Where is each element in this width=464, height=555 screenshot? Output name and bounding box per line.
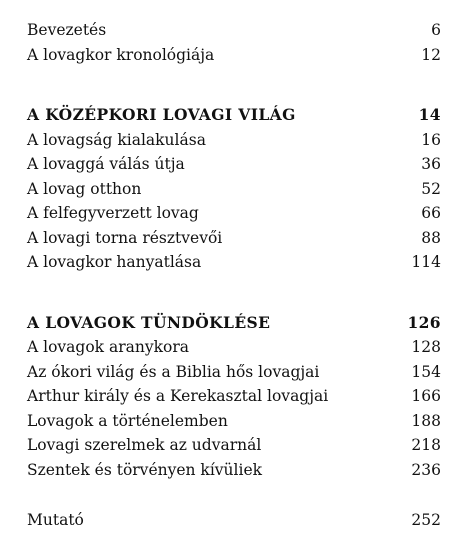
toc-entry xyxy=(27,152,441,177)
toc-entry-title: A lovag otthon xyxy=(27,179,142,198)
toc-entry-title: Szentek és törvényen kívüliek xyxy=(27,460,263,479)
section-heading-page: 14 xyxy=(418,105,441,124)
toc-entry-title: A lovagkor kronológiája xyxy=(27,45,215,64)
toc-entry-kronologia xyxy=(27,43,441,68)
toc-entry-page: 252 xyxy=(411,511,441,529)
section-heading-title: A KÖZÉPKORI LOVAGI VILÁG xyxy=(27,105,296,124)
spacer xyxy=(27,482,441,508)
toc-entry xyxy=(27,433,441,458)
toc-entry xyxy=(27,128,441,153)
toc-entry-page: 128 xyxy=(411,338,441,356)
toc-entry-page: 114 xyxy=(411,253,441,271)
toc-entry xyxy=(27,458,441,483)
table-of-contents xyxy=(27,18,441,533)
toc-entry xyxy=(27,177,441,202)
toc-entry xyxy=(27,201,441,226)
toc-entry-page: 66 xyxy=(421,204,441,222)
toc-entry-page: 12 xyxy=(421,45,441,64)
toc-entry-title: Az ókori világ és a Biblia hős lovagjai xyxy=(27,362,320,381)
toc-entry xyxy=(27,409,441,434)
toc-entry-title: Bevezetés xyxy=(27,21,107,39)
toc-entry-page: 6 xyxy=(431,21,441,39)
toc-entry-page: 52 xyxy=(421,179,441,198)
toc-entry xyxy=(27,250,441,275)
toc-entry xyxy=(27,335,441,360)
toc-entry-title: A lovagkor hanyatlása xyxy=(27,253,202,271)
toc-entry-page: 236 xyxy=(411,460,441,479)
toc-entry-title: Mutató xyxy=(27,511,84,529)
toc-entry-page: 88 xyxy=(421,228,441,247)
toc-entry-page: 218 xyxy=(411,436,441,454)
toc-entry-bevezetes xyxy=(27,18,441,43)
toc-entry-page: 16 xyxy=(421,130,441,149)
toc-entry xyxy=(27,226,441,251)
toc-entry-title: A felfegyverzett lovag xyxy=(27,204,199,222)
section-heading-kozepkori xyxy=(27,103,441,128)
spacer xyxy=(27,275,441,311)
toc-entry-title: Arthur király és a Kerekasztal lovagjai xyxy=(27,387,329,405)
toc-entry-mutato xyxy=(27,508,441,533)
toc-entry-page: 36 xyxy=(421,155,441,173)
spacer xyxy=(27,67,441,103)
section-heading-title: A LOVAGOK TÜNDÖKLÉSE xyxy=(27,312,271,332)
toc-entry-title: Lovagi szerelmek az udvarnál xyxy=(27,436,262,454)
section-heading-page: 126 xyxy=(407,312,441,332)
toc-entry-title: A lovagság kialakulása xyxy=(27,130,206,149)
toc-entry-title: A lovaggá válás útja xyxy=(27,155,185,173)
toc-entry-title: A lovagok aranykora xyxy=(27,338,189,356)
toc-entry-page: 188 xyxy=(411,411,441,430)
section-heading-tundoklese xyxy=(27,311,441,336)
toc-entry xyxy=(27,384,441,409)
toc-entry xyxy=(27,360,441,385)
toc-entry-title: A lovagi torna résztvevői xyxy=(27,228,223,247)
toc-entry-page: 166 xyxy=(411,387,441,405)
toc-entry-title: Lovagok a történelemben xyxy=(27,411,228,430)
toc-entry-page: 154 xyxy=(411,362,441,381)
